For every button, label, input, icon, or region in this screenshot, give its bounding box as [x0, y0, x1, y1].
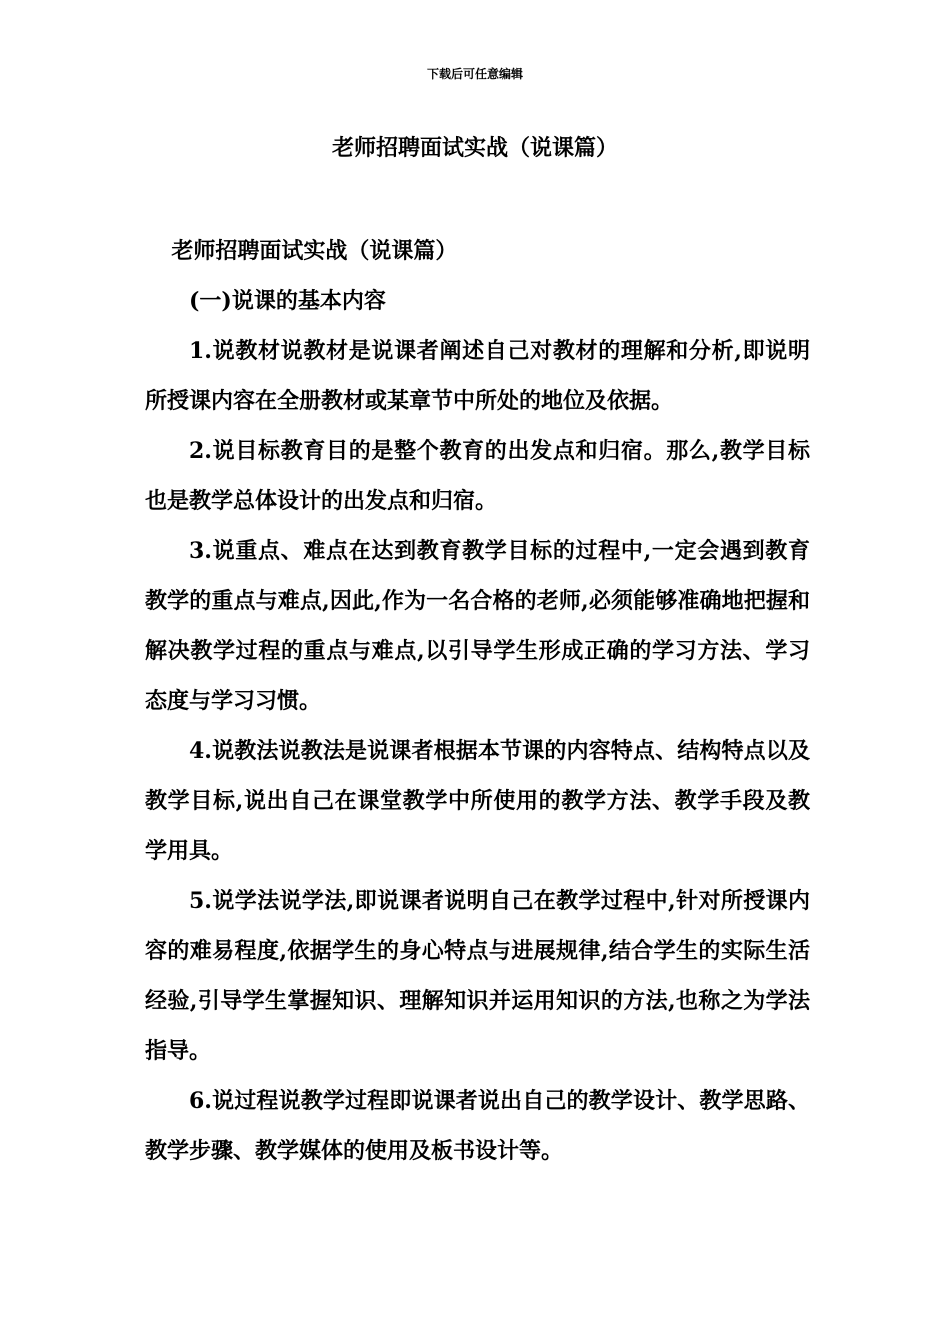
paragraph-4: 4.说教法说教法是说课者根据本节课的内容特点、结构特点以及教学目标,说出自己在课堂教学中所使用的教学方法、教学手段及教学用具。 — [145, 738, 810, 864]
section-heading: (一)说课的基本内容 — [189, 288, 386, 314]
document-body — [145, 226, 810, 1176]
header-note: 下载后可任意编辑 — [426, 67, 523, 81]
paragraph-3: 3.说重点、难点在达到教育教学目标的过程中,一定会遇到教育教学的重点与难点,因此,作为一名合格的老师,必须能够准确地把握和解决教学过程的重点与难点,以引导学生形成正确的学习方法、学习态度与学习习惯。 — [145, 538, 810, 714]
document-subtitle: 老师招聘面试实战（说课篇） — [171, 238, 458, 264]
paragraph-2: 2.说目标教育目的是整个教育的出发点和归宿。那么,教学目标也是教学总体设计的出发点和归宿。 — [145, 438, 810, 514]
document-title: 老师招聘面试实战（说课篇） — [331, 135, 618, 161]
paragraph-5: 5.说学法说学法,即说课者说明自己在教学过程中,针对所授课内容的难易程度,依据学生的身心特点与进展规律,结合学生的实际生活经验,引导学生掌握知识、理解知识并运用知识的方法,也称之为学法指导。 — [145, 888, 810, 1064]
paragraph-1: 1.说教材说教材是说课者阐述自己对教材的理解和分析,即说明所授课内容在全册教材或某章节中所处的地位及依据。 — [145, 338, 810, 414]
paragraph-6: 6.说过程说教学过程即说课者说出自己的教学设计、教学思路、教学步骤、教学媒体的使用及板书设计等。 — [145, 1088, 810, 1164]
